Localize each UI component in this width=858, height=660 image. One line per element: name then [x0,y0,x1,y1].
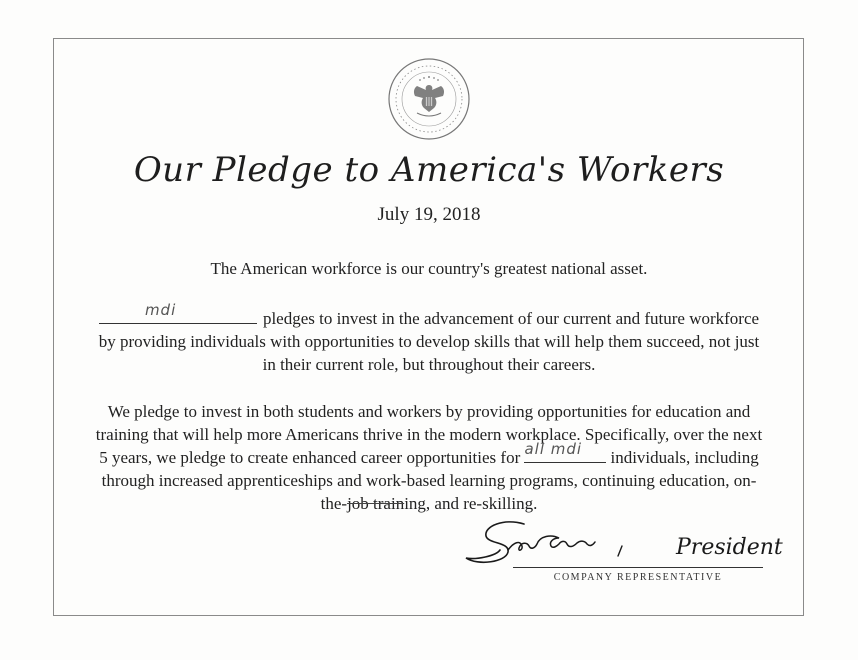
document-title: Our Pledge to America's Workers [133,150,725,190]
pledge-paragraph-1 [90,301,768,376]
paragraph-2-text-end: ing, and re-skilling. [404,494,538,513]
struck-text: job train [347,494,405,513]
signature-line [513,567,763,568]
handwritten-company-name: mdi [144,301,177,319]
handwritten-count: all mdi [524,440,583,458]
pledge-paragraph-2 [90,400,768,515]
presidential-seal-icon [387,57,471,141]
count-blank [524,440,606,463]
paragraph-2-text-start: We pledge to invest in both students and workers by providing opportunities for education and training that will help more Americans thrive in the modern workplace. Specifically, over the next 5 years, we pledge to create enhanced career opportunities for [95,402,763,467]
intro-statement: The American workforce is our country's greatest national asset. [210,259,648,278]
paragraph-1-text: pledges to invest in the advancement of our current and future workforce by providing individuals with opportunities to develop skills that will help them succeed, not just in their current role, but throughout their careers. [98,309,760,374]
paragraph-2-text-middle: individuals, including through increased apprenticeships and work-based learning programs, continuing education, on-the- [101,448,759,513]
signature-label: COMPANY REPRESENTATIVE [553,572,723,583]
document-date: July 19, 2018 [377,204,481,225]
handwritten-signature [462,510,792,572]
company-name-blank [99,301,257,324]
handwritten-title: President [676,535,783,560]
